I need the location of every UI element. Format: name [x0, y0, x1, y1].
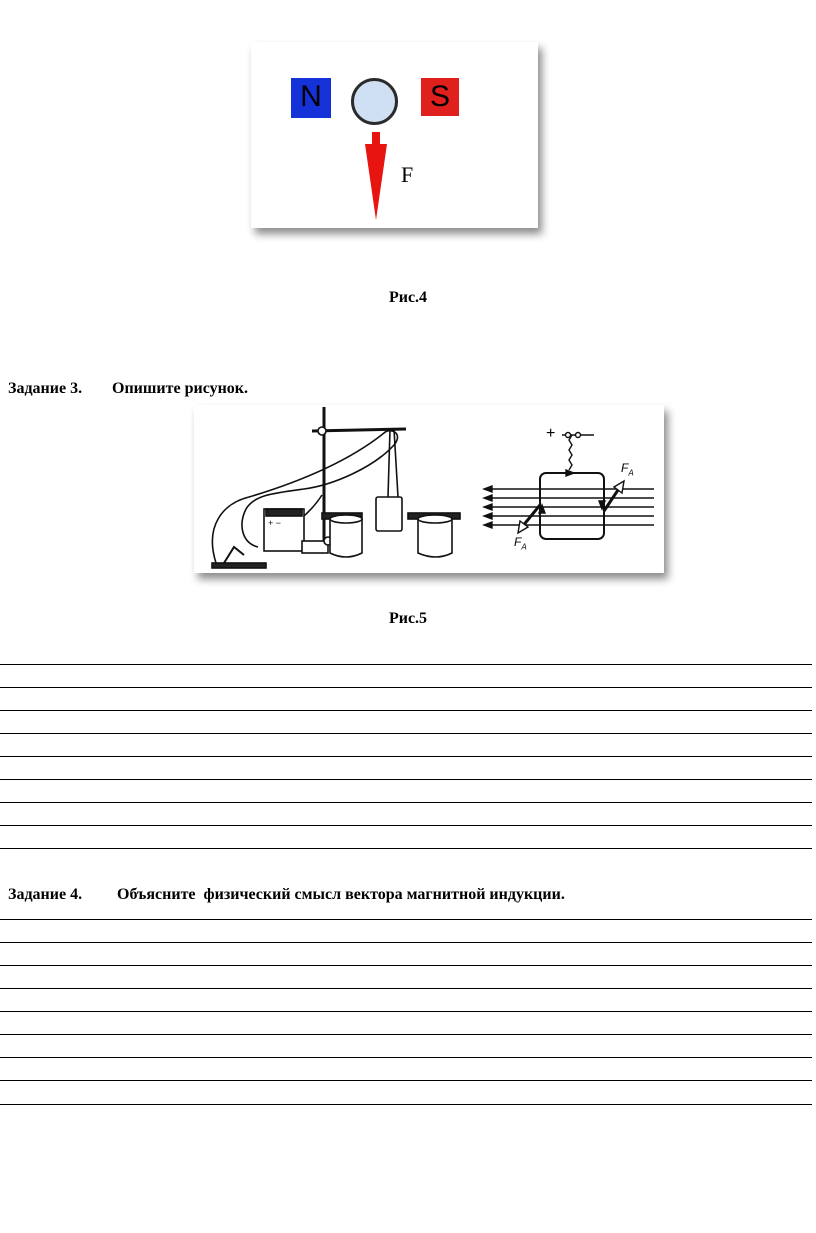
answer-line[interactable]: [0, 942, 812, 943]
figure-4: [251, 42, 538, 228]
answer-line[interactable]: [0, 988, 812, 989]
answer-line[interactable]: [0, 779, 812, 780]
answer-line[interactable]: [0, 965, 812, 966]
conductor-cross-section: [351, 78, 398, 125]
answer-line[interactable]: [0, 710, 812, 711]
force-label-top-main: F: [621, 461, 629, 475]
force-label-bottom-main: F: [514, 535, 522, 549]
force-label-top-sub: A: [628, 468, 634, 478]
answer-line[interactable]: [0, 756, 812, 757]
task-3-text: Опишите рисунок.: [112, 380, 249, 397]
answer-line[interactable]: [0, 802, 812, 803]
field-lines: [484, 486, 654, 528]
plus-terminal-label: +: [546, 425, 556, 442]
magnet-south: [421, 78, 459, 116]
answer-line[interactable]: [0, 1057, 812, 1058]
answer-line[interactable]: [0, 687, 812, 688]
answer-line[interactable]: [0, 1011, 812, 1012]
task-3-number: Задание 3.: [8, 380, 83, 397]
answer-line[interactable]: [0, 1034, 812, 1035]
force-label-bottom-sub: A: [521, 542, 527, 552]
apparatus-illustration: [194, 405, 464, 573]
task-4-number: Задание 4.: [8, 886, 83, 903]
answer-line[interactable]: [0, 919, 812, 920]
svg-text:+ −: + −: [268, 518, 282, 528]
task-3-heading: [0, 362, 248, 398]
answer-line[interactable]: [0, 664, 812, 665]
force-label-top: [621, 461, 634, 477]
answer-line[interactable]: [0, 848, 812, 849]
answer-line[interactable]: [0, 825, 812, 826]
task-4-heading: [0, 868, 565, 904]
force-label-bottom: [514, 535, 527, 551]
task-4-text: Объясните физический смысл вектора магнитной индукции.: [117, 886, 565, 903]
answer-line[interactable]: [0, 733, 812, 734]
figure-5: [194, 405, 664, 573]
answer-line[interactable]: [0, 1104, 812, 1105]
magnet-north-label: N: [300, 80, 322, 113]
figure-4-caption: Рис.4: [388, 289, 428, 306]
magnet-north: [291, 78, 331, 118]
magnet-south-label: S: [429, 80, 450, 113]
answer-line[interactable]: [0, 1080, 812, 1081]
field-diagram: [474, 405, 664, 573]
force-arrow: [356, 126, 396, 222]
figure-5-caption: Рис.5: [388, 610, 428, 627]
force-label: F: [401, 162, 414, 187]
